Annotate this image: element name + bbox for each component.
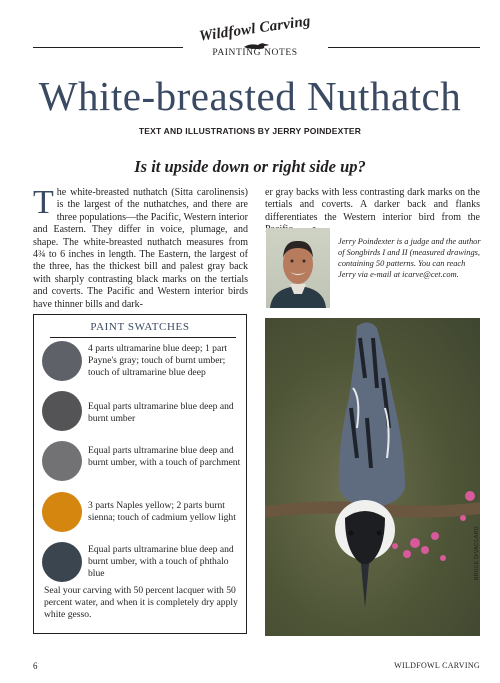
swatches-footnote: Seal your carving with 50 percent lacquer with 50 percent water, and when it is completely dry apply white gesso. bbox=[44, 585, 238, 620]
swatch-recipe: 3 parts Naples yellow; 2 parts burnt sienna; touch of cadmium yellow light bbox=[88, 500, 236, 523]
nuthatch-photo bbox=[265, 318, 480, 636]
swatches-title: PAINT SWATCHES bbox=[90, 321, 190, 333]
swatch-recipe: Equal parts ultramarine blue deep and burnt umber, with a touch of parchment bbox=[88, 445, 241, 468]
photo-credit: BRUCE DiVACCARO bbox=[474, 526, 480, 580]
page-number: 6 bbox=[33, 661, 38, 671]
masthead-logo bbox=[180, 15, 330, 65]
swatch-recipe: Equal parts ultramarine blue deep and burnt umber, with a touch of phthalo blue bbox=[88, 544, 234, 579]
author-photo bbox=[266, 228, 330, 308]
body-text-1: he white-breasted nuthatch (Sitta carolinensis) is the largest of the nuthatches, and there are three populations—the Pacific, Western interior and Eastern. They differ in voice, plumage, and shape. The white-breasted nuthatch measures from 4¾ to 6 inches in length. The Eastern, the largest of the three, has the thickest bill and palest gray back with sharply contrasting black marks on the tertials and coverts. The Pacific and Western interior birds have thinner bills and dark- bbox=[33, 187, 248, 310]
paint-swatch bbox=[42, 391, 82, 431]
author-portrait-image bbox=[266, 228, 330, 308]
paint-swatch bbox=[42, 542, 82, 582]
swatches-divider bbox=[50, 337, 236, 338]
magazine-name: WILDFOWL CARVING bbox=[394, 661, 480, 670]
header-rule-left bbox=[33, 47, 183, 48]
article-title: White-breasted Nuthatch bbox=[38, 73, 462, 119]
paint-swatch bbox=[42, 441, 82, 481]
author-bio: Jerry Poindexter is a judge and the author of Songbirds I and II (measured drawings, containing 50 patterns. You can reach Jerry via e-mail at icarve@cet.com. bbox=[338, 237, 481, 279]
body-column-1 bbox=[33, 184, 248, 311]
paint-swatch bbox=[42, 341, 82, 381]
nuthatch-image bbox=[265, 318, 480, 636]
drop-cap: T bbox=[33, 184, 54, 221]
byline: TEXT AND ILLUSTRATIONS BY JERRY POINDEXTER bbox=[138, 126, 362, 136]
paint-swatches-panel bbox=[33, 314, 247, 634]
masthead-script-title: Wildfowl Carving bbox=[198, 13, 312, 45]
paint-swatch bbox=[42, 492, 82, 532]
swatch-recipe: 4 parts ultramarine blue deep; 1 part Payne's gray; touch of burnt umber; touch of ultramarine blue deep bbox=[88, 343, 228, 378]
body-text-2: er gray backs with less contrasting dark marks on the tertials and coverts. A darker back and flanks differentiates the Western interior bird from the bbox=[265, 187, 480, 223]
deck-subtitle: Is it upside down or right side up? bbox=[134, 157, 366, 176]
header-rule-right bbox=[328, 47, 480, 48]
swatch-recipe: Equal parts ultramarine blue deep and burnt umber bbox=[88, 401, 234, 424]
masthead-subtitle: PAINTING NOTES bbox=[212, 48, 298, 58]
